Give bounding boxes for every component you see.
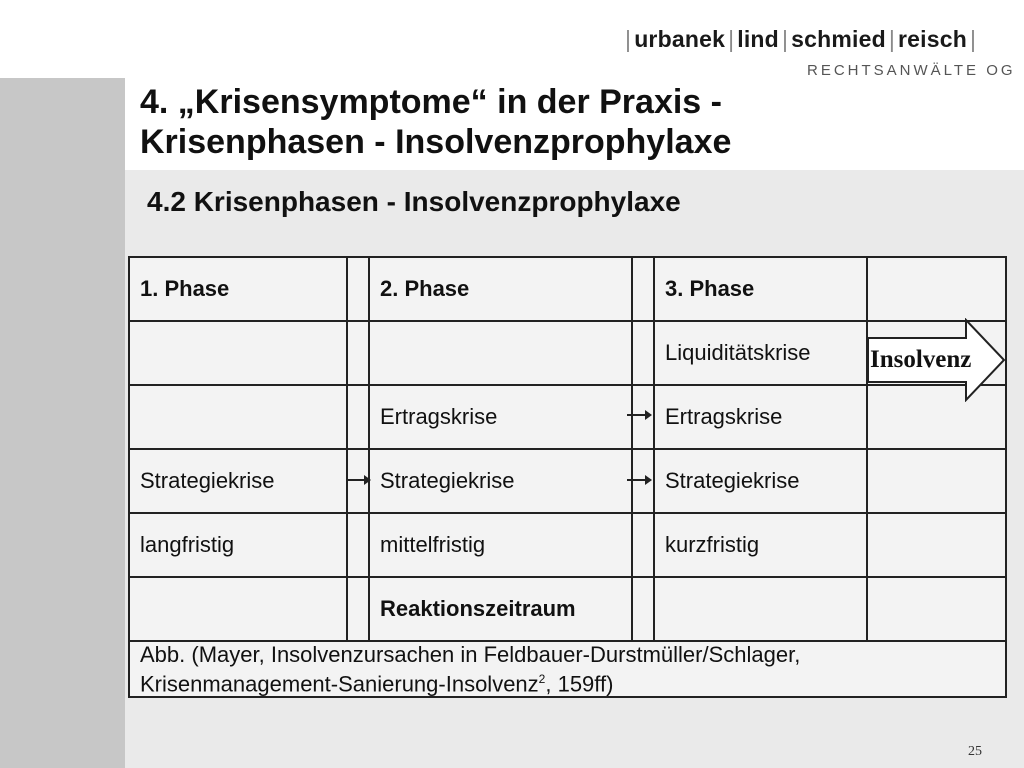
- figure-caption: [129, 641, 1006, 697]
- logo-separator: |: [728, 26, 735, 52]
- logo-separator: |: [888, 26, 896, 52]
- slide-title-line-2: Krisenphasen - Insolvenzprophylaxe: [140, 123, 732, 161]
- firm-logo: [622, 26, 979, 53]
- insolvenz-label: Insolvenz: [870, 346, 972, 373]
- slide-title: [140, 82, 731, 162]
- caption-line-2-text: Krisenmanagement-Sanierung-Insolvenz: [140, 671, 539, 697]
- logo-part-urbanek: urbanek: [634, 26, 726, 52]
- table-cell: [654, 577, 867, 641]
- spacer-cell: [347, 513, 369, 577]
- spacer-cell: [632, 257, 654, 321]
- table-cell: [369, 321, 632, 385]
- reaction-time-cell: Reaktionszeitraum: [369, 577, 632, 641]
- insolvenz-column-cell: [867, 513, 1006, 577]
- insolvenz-column-cell: [867, 449, 1006, 513]
- caption-line-1: Abb. (Mayer, Insolvenzursachen in Feldbauer-Durstmüller/Schlager,: [140, 642, 801, 667]
- table-row: [129, 513, 1006, 577]
- insolvenz-column-cell: [867, 577, 1006, 641]
- table-cell: mittelfristig: [369, 513, 632, 577]
- table-header-row: [129, 257, 1006, 321]
- left-sidebar-band: [0, 78, 125, 768]
- table-cell: [129, 321, 347, 385]
- logo-part-reisch: reisch: [898, 26, 967, 52]
- logo-part-lind: lind: [737, 26, 779, 52]
- caption-line-2: [140, 667, 995, 696]
- spacer-cell: [347, 385, 369, 449]
- table-row: [129, 449, 1006, 513]
- spacer-cell: [347, 257, 369, 321]
- spacer-cell: [632, 513, 654, 577]
- table-cell: Strategiekrise: [129, 449, 347, 513]
- insolvenz-column-cell: [867, 257, 1006, 321]
- slide-title-line-1: 4. „Krisensymptome“ in der Praxis -: [140, 83, 722, 121]
- table-cell: Ertragskrise: [654, 385, 867, 449]
- caption-superscript: 2: [538, 672, 546, 686]
- table-cell: langfristig: [129, 513, 347, 577]
- arrow-phase2-to-phase3-icon: [627, 479, 647, 481]
- header-phase-1: 1. Phase: [129, 257, 347, 321]
- logo-separator: |: [625, 26, 632, 52]
- spacer-cell: [632, 577, 654, 641]
- logo-separator: |: [781, 26, 789, 52]
- arrow-phase1-to-phase2-icon: [346, 479, 366, 481]
- table-cell: Liquiditätskrise: [654, 321, 867, 385]
- slide-subtitle: 4.2 Krisenphasen - Insolvenzprophylaxe: [147, 186, 681, 217]
- table-row: [129, 577, 1006, 641]
- logo-separator: |: [970, 26, 977, 52]
- header-phase-3: 3. Phase: [654, 257, 867, 321]
- page-number: 25: [968, 744, 982, 759]
- table-cell: Strategiekrise: [654, 449, 867, 513]
- table-cell: Ertragskrise: [369, 385, 632, 449]
- spacer-cell: [632, 321, 654, 385]
- caption-line-2-end: , 159ff): [545, 671, 614, 697]
- table-caption-row: [129, 641, 1006, 697]
- table-cell: [129, 385, 347, 449]
- logo-subtitle: RECHTSANWÄLTE OG: [807, 62, 1016, 79]
- spacer-cell: [347, 577, 369, 641]
- table-cell: [129, 577, 347, 641]
- spacer-cell: [347, 321, 369, 385]
- table-cell: Strategiekrise: [369, 449, 632, 513]
- table-cell: kurzfristig: [654, 513, 867, 577]
- logo-part-schmied: schmied: [791, 26, 886, 52]
- arrow-phase2-to-phase3-icon: [627, 414, 647, 416]
- header-phase-2: 2. Phase: [369, 257, 632, 321]
